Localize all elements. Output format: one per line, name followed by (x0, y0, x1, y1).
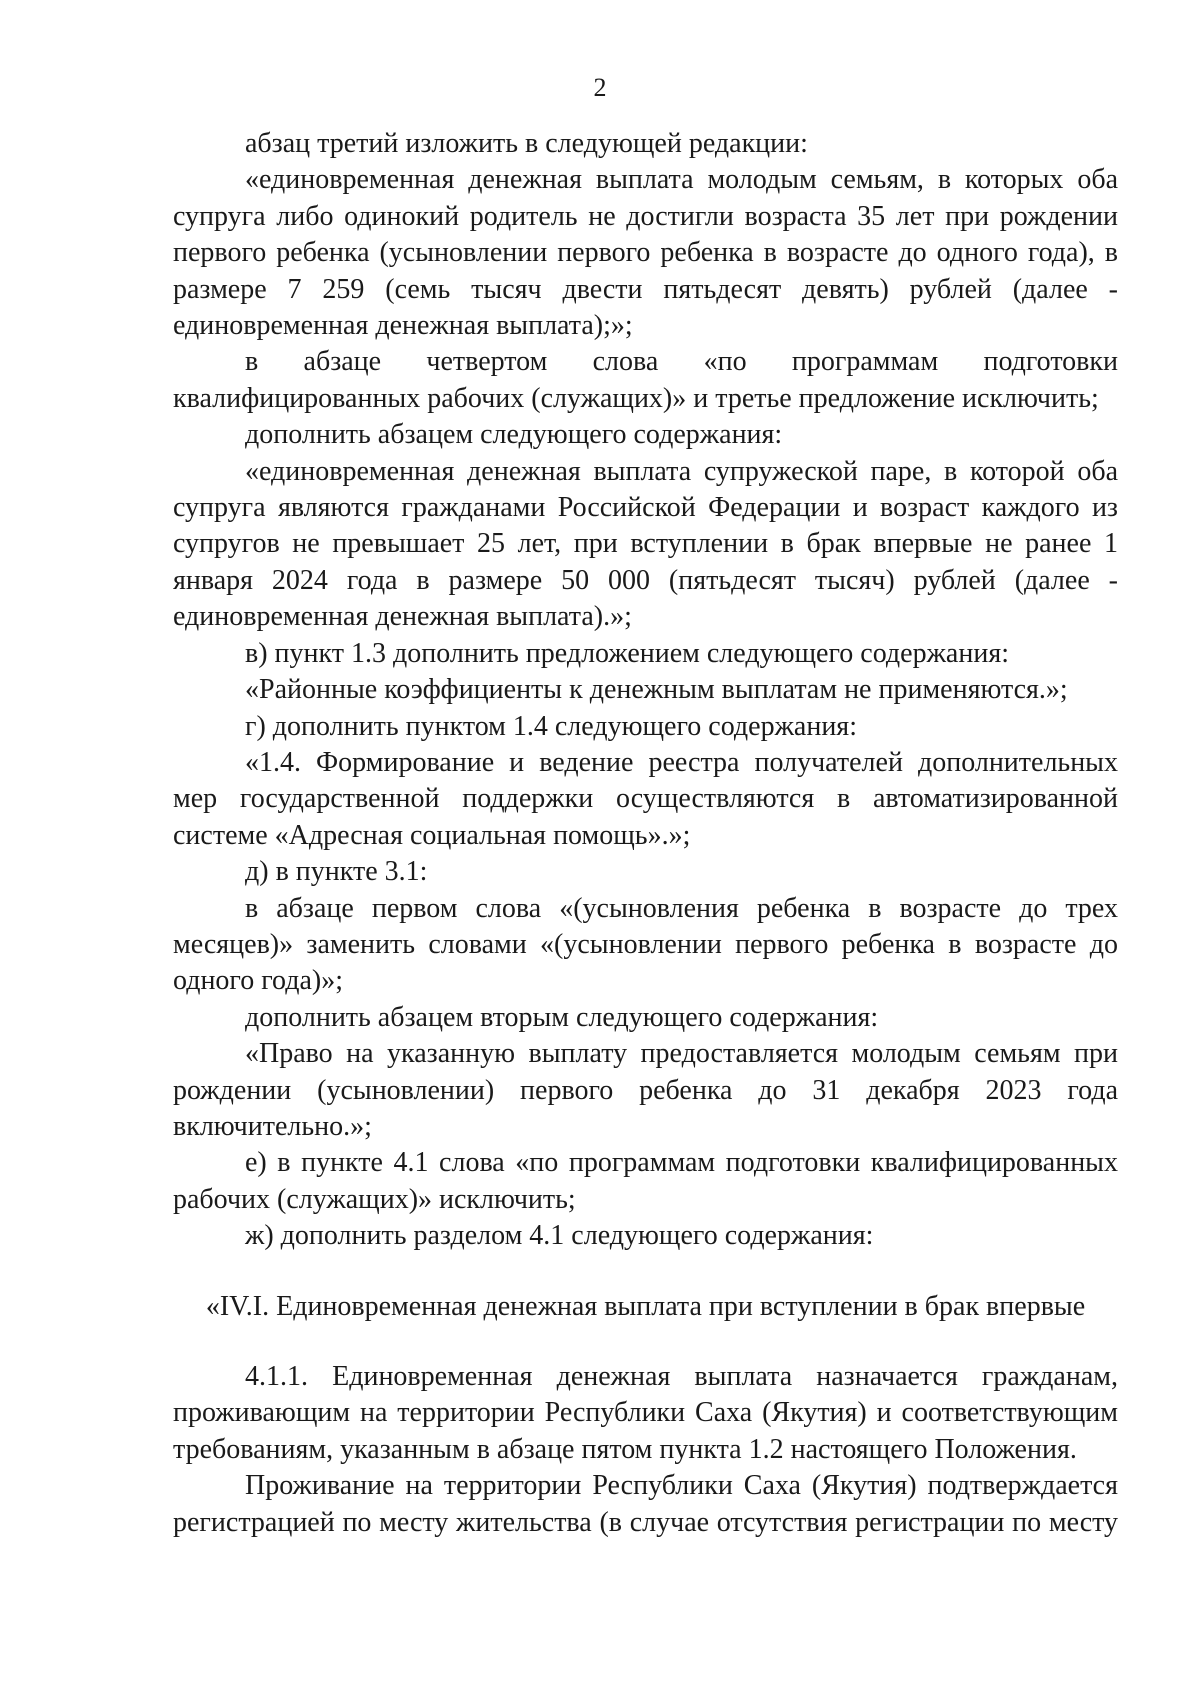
section-heading: «IV.I. Единовременная денежная выплата при вступлении в брак впервые (205, 1290, 1086, 1322)
document-body (173, 126, 1118, 1541)
paragraph-4: дополнить абзацем следующего содержания: (245, 419, 783, 451)
paragraph-14: е) в пункте 4.1 слова «по программам подготовки квалифицированных рабочих (служащих)» исключить; (173, 1147, 1118, 1215)
paragraph-10: д) в пункте 3.1: (245, 856, 428, 888)
section-paragraph-1: 4.1.1. Единовременная денежная выплата назначается гражданам, проживающим на территории Республики Саха (Якутия) и соответствующим требованиям, указанным в абзаце пятом пункта 1.2 настоящего Положения. (173, 1361, 1118, 1465)
paragraph-12: дополнить абзацем вторым следующего содержания: (245, 1001, 879, 1033)
paragraph-7: «Районные коэффициенты к денежным выплатам не применяются.»; (245, 674, 1068, 706)
paragraph-9: «1.4. Формирование и ведение реестра получателей дополнительных мер государственной поддержки осуществляются в автоматизированной системе «Адресная социальная помощь».»; (173, 746, 1118, 851)
paragraph-5: «единовременная денежная выплата супружеской паре, в которой оба супруга являются гражданами Российской Федерации и возраст каждого из супругов не превышает 25 лет, при вступлении в брак впервые не ранее 1 января 2024 года в размере 50 000 (пятьдесят тысяч) рублей (далее - единовременная денежная выплата).»; (173, 455, 1118, 633)
section-paragraph-2: Проживание на территории Республики Саха (Якутия) подтверждается регистрацией по месту жительства (в случае отсутствия регистрации по месту (173, 1470, 1118, 1538)
paragraph-2: «единовременная денежная выплата молодым семьям, в которых оба супруга либо одинокий родитель не достигли возраста 35 лет при рождении первого ребенка (усыновлении первого ребенка в возрасте до одного года), в размере 7 259 (семь тысяч двести пятьдесят девять) рублей (далее - единовременная денежная выплата);»; (173, 164, 1118, 342)
paragraph-13: «Право на указанную выплату предоставляется молодым семьям при рождении (усыновлении) первого ребенка до 31 декабря 2023 года включительно.»; (173, 1038, 1118, 1142)
paragraph-8: г) дополнить пунктом 1.4 следующего содержания: (245, 710, 857, 742)
paragraph-3: в абзаце четвертом слова «по программам подготовки квалифицированных рабочих (служащих)» и третье предложение исключить; (173, 346, 1118, 414)
paragraph-15: ж) дополнить разделом 4.1 следующего содержания: (245, 1220, 874, 1252)
paragraph-6: в) пункт 1.3 дополнить предложением следующего содержания: (245, 637, 1009, 669)
paragraph-1: абзац третий изложить в следующей редакции: (245, 128, 808, 159)
paragraph-11: в абзаце первом слова «(усыновления ребенка в возрасте до трех месяцев)» заменить словами «(усыновлении первого ребенка в возрасте до одного года)»; (173, 892, 1118, 997)
page-number: 2 (593, 73, 607, 102)
